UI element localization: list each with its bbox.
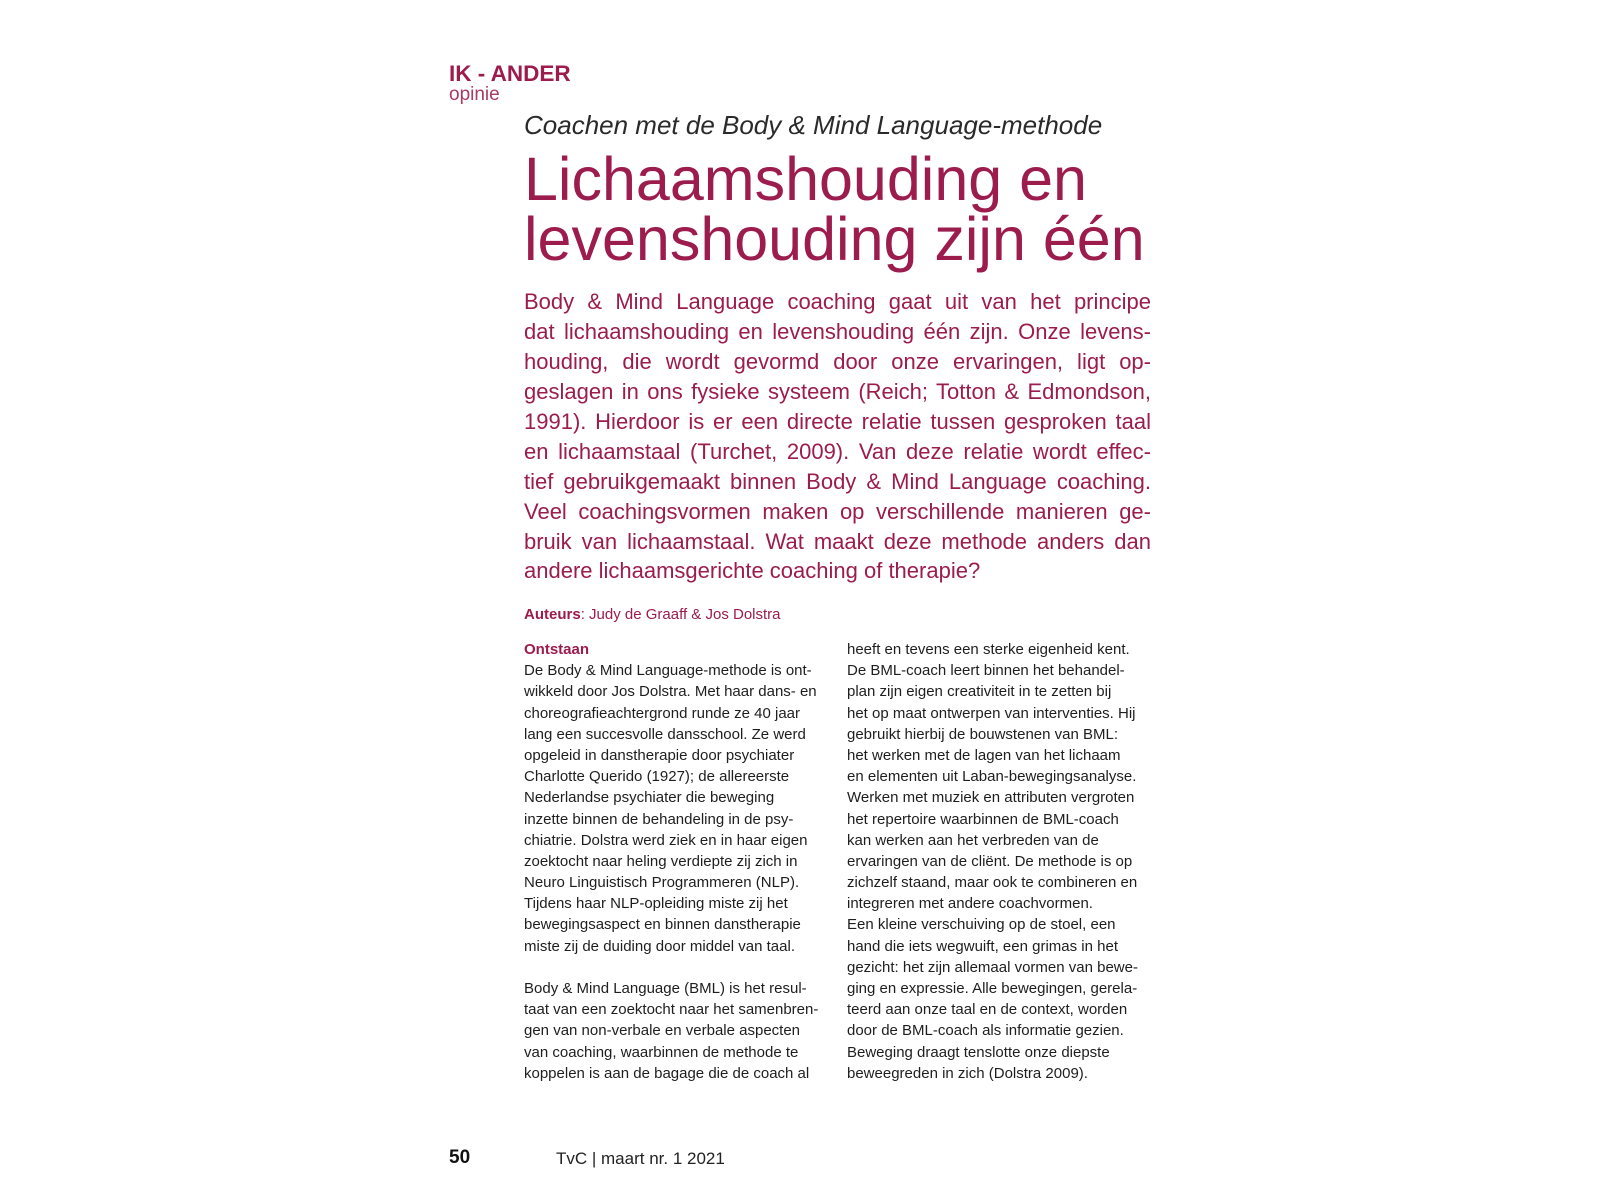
byline bbox=[524, 605, 781, 625]
body-line: ging en expressie. Alle bewegingen, gerela- bbox=[847, 980, 1138, 997]
byline-authors: : Judy de Graaff & Jos Dolstra bbox=[580, 606, 781, 623]
category-label: opinie bbox=[449, 84, 500, 105]
intro-line: Veel coachingsvormen maken op verschillende manieren ge- bbox=[524, 498, 1151, 524]
body-line: opgeleid in danstherapie door psychiater bbox=[524, 746, 795, 764]
intro-line: bruik van lichaamstaal. Wat maakt deze methode anders dan bbox=[524, 528, 1151, 554]
body-line: het op maat ontwerpen van interventies. Hij bbox=[847, 704, 1136, 722]
body-line: heeft en tevens een sterke eigenheid kent. bbox=[847, 641, 1130, 658]
body-line: bewegingsaspect en binnen danstherapie bbox=[524, 916, 801, 934]
section-heading: Ontstaan bbox=[524, 641, 590, 658]
intro-line: en lichaamstaal (Turchet, 2009). Van deze relatie wordt effec- bbox=[524, 438, 1151, 464]
body-line: Neuro Linguistisch Programmeren (NLP). bbox=[524, 874, 800, 892]
body-line: hand die iets wegwuift, een grimas in het bbox=[847, 937, 1118, 955]
body-line: zoektocht naar heling verdiepte zij zich in bbox=[524, 852, 798, 870]
body-line: taat van een zoektocht naar het samenbren- bbox=[524, 1001, 819, 1019]
body-line: zichzelf staand, maar ook te combineren en bbox=[847, 874, 1138, 892]
body-line: De Body & Mind Language-methode is ont- bbox=[524, 662, 812, 680]
body-line: lang een succesvolle dansschool. Ze werd bbox=[524, 725, 806, 743]
body-line: wikkeld door Jos Dolstra. Met haar dans- en bbox=[524, 683, 817, 701]
intro-line: andere lichaamsgerichte coaching of therapie? bbox=[524, 558, 981, 584]
publication-info: TvC | maart nr. 1 2021 bbox=[556, 1149, 725, 1168]
body-line: beweegreden in zich (Dolstra 2009). bbox=[847, 1064, 1088, 1082]
intro-line: Body & Mind Language coaching gaat uit van het principe bbox=[524, 289, 1151, 314]
body-column-1 bbox=[524, 639, 836, 1084]
body-line: kan werken aan het verbreden van de bbox=[847, 831, 1099, 849]
body-line: Body & Mind Language (BML) is het resul- bbox=[524, 980, 807, 997]
body-line: Nederlandse psychiater die beweging bbox=[524, 789, 775, 807]
body-line: Tijdens haar NLP-opleiding miste zij het bbox=[524, 895, 788, 913]
body-line: De BML-coach leert binnen het behandel- bbox=[847, 662, 1125, 680]
body-line: gen van non-verbale en verbale aspecten bbox=[524, 1022, 801, 1040]
body-line: inzette binnen de behandeling in de psy- bbox=[524, 810, 794, 828]
body-line: het werken met de lagen van het lichaam bbox=[847, 746, 1121, 764]
body-line: teerd aan onze taal en de context, worden bbox=[847, 1001, 1128, 1019]
body-line: het repertoire waarbinnen de BML-coach bbox=[847, 810, 1119, 828]
body-line: van coaching, waarbinnen de methode te bbox=[524, 1043, 799, 1061]
body-line: Een kleine verschuiving op de stoel, een bbox=[847, 916, 1116, 934]
body-line: gezicht: het zijn allemaal vormen van bewe- bbox=[847, 958, 1138, 976]
intro-line: houding, die wordt gevormd door onze ervaringen, ligt op- bbox=[524, 348, 1151, 374]
intro-line: geslagen in ons fysieke systeem (Reich; Totton & Edmondson, bbox=[524, 378, 1151, 404]
title-line: levenshouding zijn één bbox=[524, 205, 1145, 273]
body-line: choreografieachtergrond runde ze 40 jaar bbox=[524, 704, 801, 722]
article-intro bbox=[524, 287, 1151, 586]
body-line: Beweging draagt tenslotte onze diepste bbox=[847, 1043, 1110, 1061]
title-line: Lichaamshouding en bbox=[524, 145, 1087, 213]
intro-line: dat lichaamshouding en levenshouding één zijn. Onze levens- bbox=[524, 318, 1151, 344]
body-line: en elementen uit Laban-bewegingsanalyse. bbox=[847, 768, 1137, 786]
body-line: gebruikt hierbij de bouwstenen van BML: bbox=[847, 725, 1118, 743]
body-line: ervaringen van de cliënt. De methode is op bbox=[847, 852, 1133, 870]
body-line: Werken met muziek en attributen vergroten bbox=[847, 789, 1135, 807]
intro-line: 1991). Hierdoor is er een directe relatie tussen gesproken taal bbox=[524, 408, 1151, 434]
page-number: 50 bbox=[449, 1147, 471, 1168]
body-line: miste zij de duiding door middel van taal. bbox=[524, 937, 795, 955]
article-title bbox=[524, 145, 1145, 273]
body-line: koppelen is aan de bagage die de coach al bbox=[524, 1064, 810, 1082]
body-line: plan zijn eigen creativiteit in te zetten bij bbox=[847, 683, 1112, 701]
paragraph-break bbox=[524, 957, 836, 978]
body-line: Charlotte Querido (1927); de allereerste bbox=[524, 768, 790, 786]
section-label: IK - ANDER bbox=[449, 61, 571, 86]
body-line: door de BML-coach als informatie gezien. bbox=[847, 1022, 1124, 1040]
body-line: chiatrie. Dolstra werd ziek en in haar eigen bbox=[524, 831, 808, 849]
byline-label: Auteurs bbox=[524, 606, 581, 623]
body-line: integreren met andere coachvormen. bbox=[847, 895, 1093, 913]
body-column-2 bbox=[847, 639, 1165, 1084]
article-kicker: Coachen met de Body & Mind Language-methode bbox=[524, 110, 1103, 140]
intro-line: tief gebruikgemaakt binnen Body & Mind Language coaching. bbox=[524, 468, 1151, 494]
